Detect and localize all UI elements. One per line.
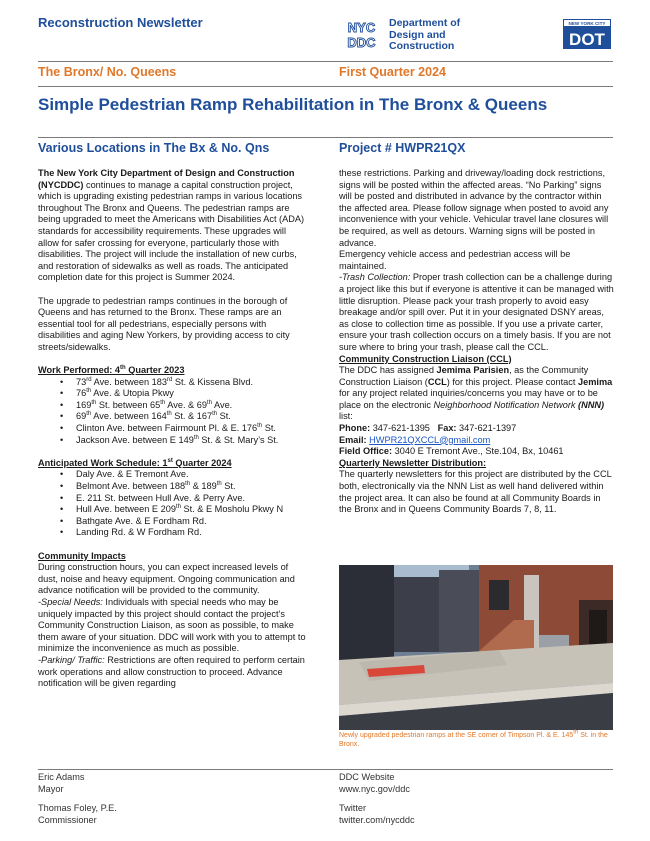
website-block <box>339 772 410 795</box>
twitter-label: Twitter <box>339 803 367 813</box>
list-item: • Landing Rd. & W Fordham Rd. <box>38 527 306 539</box>
intro-text: continues to manage a capital construction project, which is upgrading existing pedestrian ramps in various locations throughout The Bronx and Queens. The pedestrian ramps are being upgraded to meet the Americans with Disabilities Act (ADA) standards for accessibility requirements. These upgrades will allow for safer crossing for everyone, particularly those with disabilities. The project will include the installation of new curbs, and restoration of sidewalks as well as roads. The anticipated completion date for this project is Summer 2024. <box>38 179 305 283</box>
page-title: Simple Pedestrian Ramp Rehabilitation in The Bronx & Queens <box>38 95 548 114</box>
svg-text:DDC: DDC <box>347 35 376 49</box>
work-performed-list <box>38 377 306 447</box>
anticipated-schedule-list <box>38 469 306 539</box>
parking-traffic-paragraph: -Parking/ Traffic: Restrictions are often required to perform certain work operations and allow construction to proceed. Advance notification will be given regarding <box>38 654 305 689</box>
nyc-logo-text: NYC <box>347 20 376 35</box>
photo-caption: Newly upgraded pedestrian ramps at the SE corner of Timpson Pl. & E. 145th St. in the Bronx. <box>339 729 608 748</box>
community-impacts-heading: Community Impacts <box>38 550 126 561</box>
list-item: • Hull Ave. between E 209th St. & E Mosholu Pkwy N <box>38 504 306 516</box>
phone-number: 347-621-1395 <box>370 423 430 434</box>
footer-divider <box>38 769 613 770</box>
website-link[interactable]: www.nyc.gov/ddc <box>339 783 410 794</box>
commissioner-name: Thomas Foley, P.E. <box>38 803 117 813</box>
agency-line-1: Department of <box>389 17 461 29</box>
list-item: • 169th St. between 65th Ave. & 69th Ave. <box>38 400 306 412</box>
commissioner-block <box>38 803 117 826</box>
list-item: • Jackson Ave. between E 149th St. & St. Mary’s St. <box>38 435 306 447</box>
community-impacts-body: During construction hours, you can expect increased levels of dust, noise and heavy equipment. Ongoing communication and advance notification will be provided to the community. <box>38 562 295 596</box>
ramp-photo <box>339 565 613 730</box>
left-column-heading: Various Locations in The Bx & No. Qns <box>38 141 270 155</box>
list-item: • Bathgate Ave. & E Fordham Rd. <box>38 516 306 528</box>
newsletter-title: Reconstruction Newsletter <box>38 15 203 30</box>
meta-divider <box>38 86 613 87</box>
list-item: • 69th Ave. between 164th St. & 167th St. <box>38 411 306 423</box>
fax-number: 347-621-1397 <box>456 423 517 434</box>
ccl-heading: Community Construction Liaison (CCL) <box>339 353 512 364</box>
special-needs-paragraph: -Special Needs: Individuals with special needs who may be uniquely impacted by this project should contact the project’s Community Construction Liaison, as soon as possible, to make them aware of your situation. DDC will work with you to attempt to minimize the inconvenience as much as possible. <box>38 596 306 654</box>
left-column <box>38 168 306 690</box>
ccl-paragraph: The DDC has assigned Jemima Parisien, as the Community Construction Liaison (CCL) for this project. Please contact Jemima for any project related inquiries/concerns you may have or to be place on the electronic Neighborhood Notification Network (NNN) list: <box>339 365 613 422</box>
distribution-heading: Quarterly Newsletter Distribution: <box>339 457 487 468</box>
list-item: • 73rd Ave. between 183rd St. & Kissena Blvd. <box>38 377 306 389</box>
twitter-block <box>339 803 415 826</box>
right-column <box>339 168 615 516</box>
list-item: • Clinton Ave. between Fairmount Pl. & E. 176th St. <box>38 423 306 435</box>
email-link[interactable]: HWPR21QXCCL@gmail.com <box>369 434 491 445</box>
agency-line-3: Construction <box>389 40 455 52</box>
contact-phone-fax: Phone: 347-621-1395 Fax: 347-621-1397 <box>339 423 517 434</box>
contact-email: Email: HWPR21QXCCL@gmail.com <box>339 434 491 445</box>
website-label: DDC Website <box>339 772 395 782</box>
anticipated-schedule-heading: Anticipated Work Schedule: 1st Quarter 2024 <box>38 457 232 468</box>
region-label: The Bronx/ No. Queens <box>38 65 177 79</box>
right-column-heading: Project # HWPR21QX <box>339 141 466 155</box>
dot-logo <box>563 19 611 49</box>
twitter-link[interactable]: twitter.com/nycddc <box>339 814 415 825</box>
distribution-paragraph: The quarterly newsletters for this project are distributed by the CCL both, electronically via the NNN List as well hand delivered within the project area. It can also be found at all Community Boards in the Bronx and in Queens Community Boards 7, 8, 11. <box>339 469 612 515</box>
agency-name <box>389 18 479 53</box>
nyc-logo <box>339 19 384 49</box>
quarter-label: First Quarter 2024 <box>339 65 446 79</box>
work-performed-heading: Work Performed: 4th Quarter 2023 <box>38 365 185 376</box>
mayor-block <box>38 772 84 795</box>
dot-logo-caption: NEW YORK CITY <box>568 21 606 26</box>
headline-divider <box>38 137 613 138</box>
upgrade-paragraph: The upgrade to pedestrian ramps continues in the borough of Queens and has returned to the Bronx. These ramps are an essential tool for all pedestrians, especially persons with disabilities and aging New Yorkers, by providing access to city streets/sidewalks. <box>38 295 290 352</box>
list-item: • E. 211 St. between Hull Ave. & Perry Ave. <box>38 493 306 505</box>
dot-logo-text: DOT <box>569 30 605 49</box>
emergency-paragraph: Emergency vehicle access and pedestrian access will be maintained. <box>339 249 571 271</box>
trash-paragraph: -Trash Collection: Proper trash collection can be a challenge during a project like this but if everyone is attentive it can be managed with little disruption. Please pack your trash properly to avoid easy breakage and/or spill over. Put it in your designated DSNY areas, as close to collection time as possible. If you use a private carter, ensure your trash collection occurs on a timely basis. If you are not sure where to bring your trash, please call the CCL. <box>339 272 614 352</box>
restrictions-paragraph: these restrictions. Parking and driveway/loading dock restrictions, signs will be posted within the affected areas. “No Parking” signs will be posted and distributed in advance by the contractor within the affected area. Please follow signage when posted to avoid any inconvenience with your vehicle. Vehicular travel lane closures will be required, as well as detours. Warning signs will be posted in advance. <box>339 168 609 248</box>
field-office: Field Office: 3040 E Tremont Ave., Ste.104, Bx, 10461 <box>339 446 564 457</box>
commissioner-title: Commissioner <box>38 814 97 825</box>
agency-line-2: Design and <box>389 28 446 41</box>
mayor-name: Eric Adams <box>38 772 85 782</box>
list-item: • 76th Ave. & Utopia Pkwy <box>38 388 306 400</box>
list-item: • Belmont Ave. between 188th & 189th St. <box>38 481 306 493</box>
list-item: • Daly Ave. & E Tremont Ave. <box>38 469 306 481</box>
header-divider <box>38 61 613 62</box>
intro-paragraph <box>38 168 306 284</box>
ccl-name: Jemima Parisien <box>436 365 510 376</box>
intro-agency: The New York City Department of Design and Construction (NYCDDC) <box>38 168 295 190</box>
mayor-title: Mayor <box>38 783 64 794</box>
